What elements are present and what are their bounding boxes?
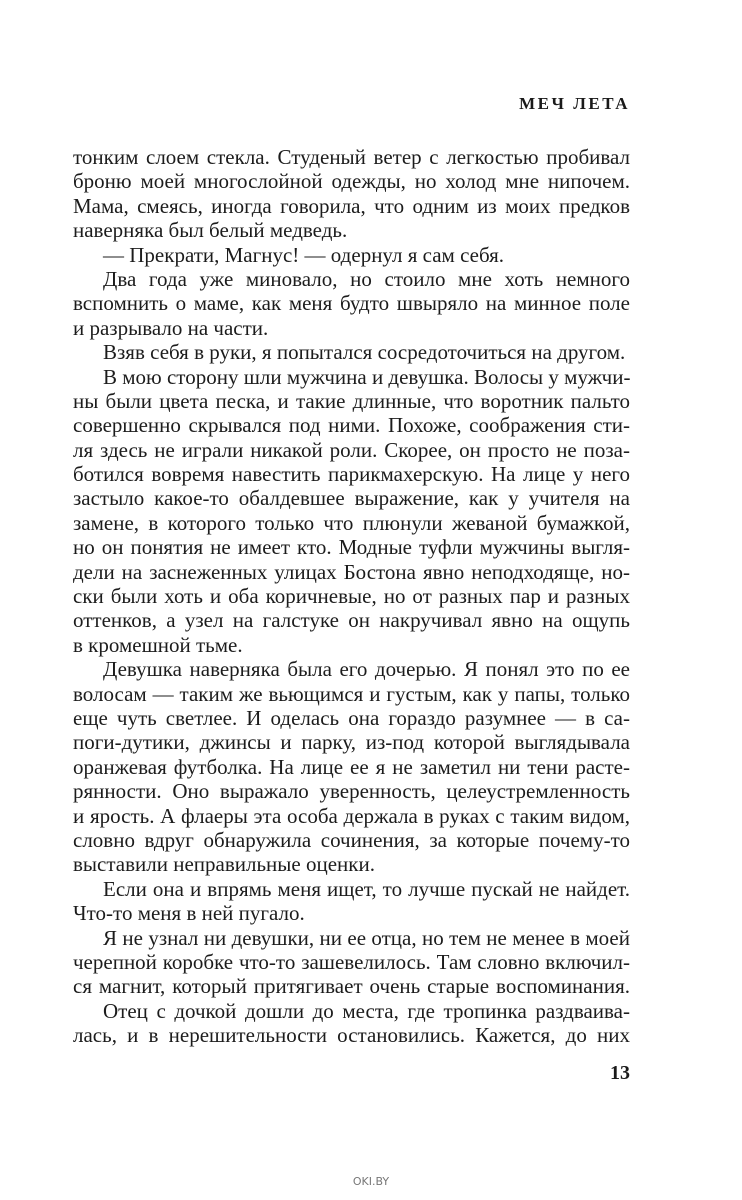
text-line: совершенно скрывался под ними. Похоже, соображения сти-: [73, 413, 630, 438]
text-line: застыло какое-то обалдевшее выражение, как у учителя на: [73, 486, 630, 511]
text-line: Мама, смеясь, иногда говорила, что одним из моих предков: [73, 193, 630, 218]
text-line: словно вдруг обнаружила сочинения, за которые почему-то: [73, 827, 630, 852]
text-line: черепной коробке что-то зашевелилось. Там словно включил-: [73, 949, 630, 974]
text-line: рянности. Оно выражало уверенность, целеустремленность: [73, 779, 630, 804]
text-line: ны были цвета песка, и такие длинные, что воротник пальто: [73, 388, 630, 413]
text-line: замене, в которого только что плюнули жеваной бумажкой,: [73, 510, 630, 535]
text-line: Если она и впрямь меня ищет, то лучше пускай не найдет.: [103, 876, 630, 901]
text-line: и ярость. А флаеры эта особа держала в руках с таким видом,: [73, 803, 630, 828]
watermark: OKI.BY: [352, 1175, 390, 1188]
text-line: лась, и в нерешительности остановились. Кажется, до них: [73, 1023, 630, 1048]
page-number: 13: [610, 1062, 630, 1084]
text-line: но он понятия не имеет кто. Модные туфли мужчины выгля-: [73, 535, 630, 560]
text-line: Два года уже миновало, но стоило мне хоть немного: [103, 266, 630, 291]
text-line: Я не узнал ни девушки, ни ее отца, но тем не менее в моей: [103, 925, 630, 950]
body-text: [73, 145, 630, 1047]
text-line: наверняка был белый медведь.: [73, 218, 348, 243]
text-line: Девушка наверняка была его дочерью. Я понял это по ее: [103, 657, 630, 682]
text-line: ски были хоть и оба коричневые, но от разных пар и разных: [73, 584, 630, 609]
text-line: — Прекрати, Магнус! — одернул я сам себя.: [103, 242, 505, 267]
text-line: В мою сторону шли мужчина и девушка. Волосы у мужчи-: [103, 364, 631, 389]
text-line: оранжевая футболка. На лице ее я не заметил ни тени расте-: [73, 754, 630, 779]
text-line: и разрывало на части.: [73, 315, 269, 340]
text-line: Взяв себя в руки, я попытался сосредоточиться на другом.: [103, 340, 626, 365]
text-line: волосам — таким же вьющимся и густым, как у папы, только: [73, 681, 630, 706]
text-line: выставили неправильные оценки.: [73, 852, 375, 877]
text-line: ля здесь не играли никакой роли. Скорее, он просто не поза-: [73, 437, 630, 462]
text-line: Отец с дочкой дошли до места, где тропинка раздваива-: [103, 998, 630, 1023]
text-line: тонким слоем стекла. Студеный ветер с легкостью пробивал: [73, 145, 630, 169]
text-line: дели на заснеженных улицах Бостона явно неподходяще, но-: [73, 559, 630, 584]
text-line: броню моей многослойной одежды, но холод мне нипочем.: [73, 169, 630, 194]
text-line: Что-то меня в ней пугало.: [73, 901, 305, 926]
text-line: ся магнит, который притягивает очень старые воспоминания.: [73, 974, 630, 999]
text-line: ботился вовремя навестить парикмахерскую. На лице у него: [73, 462, 630, 487]
running-header: МЕЧ ЛЕТА: [519, 94, 630, 113]
text-line: поги-дутики, джинсы и парку, из-под которой выглядывала: [73, 730, 630, 755]
text-line: оттенков, а узел на галстуке он накручивал явно на ощупь: [73, 608, 630, 633]
text-line: вспомнить о маме, как меня будто швыряло на минное поле: [73, 291, 630, 316]
text-line: еще чуть светлее. И оделась она гораздо разумнее — в са-: [73, 705, 630, 730]
text-line: в кромешной тьме.: [73, 632, 243, 657]
